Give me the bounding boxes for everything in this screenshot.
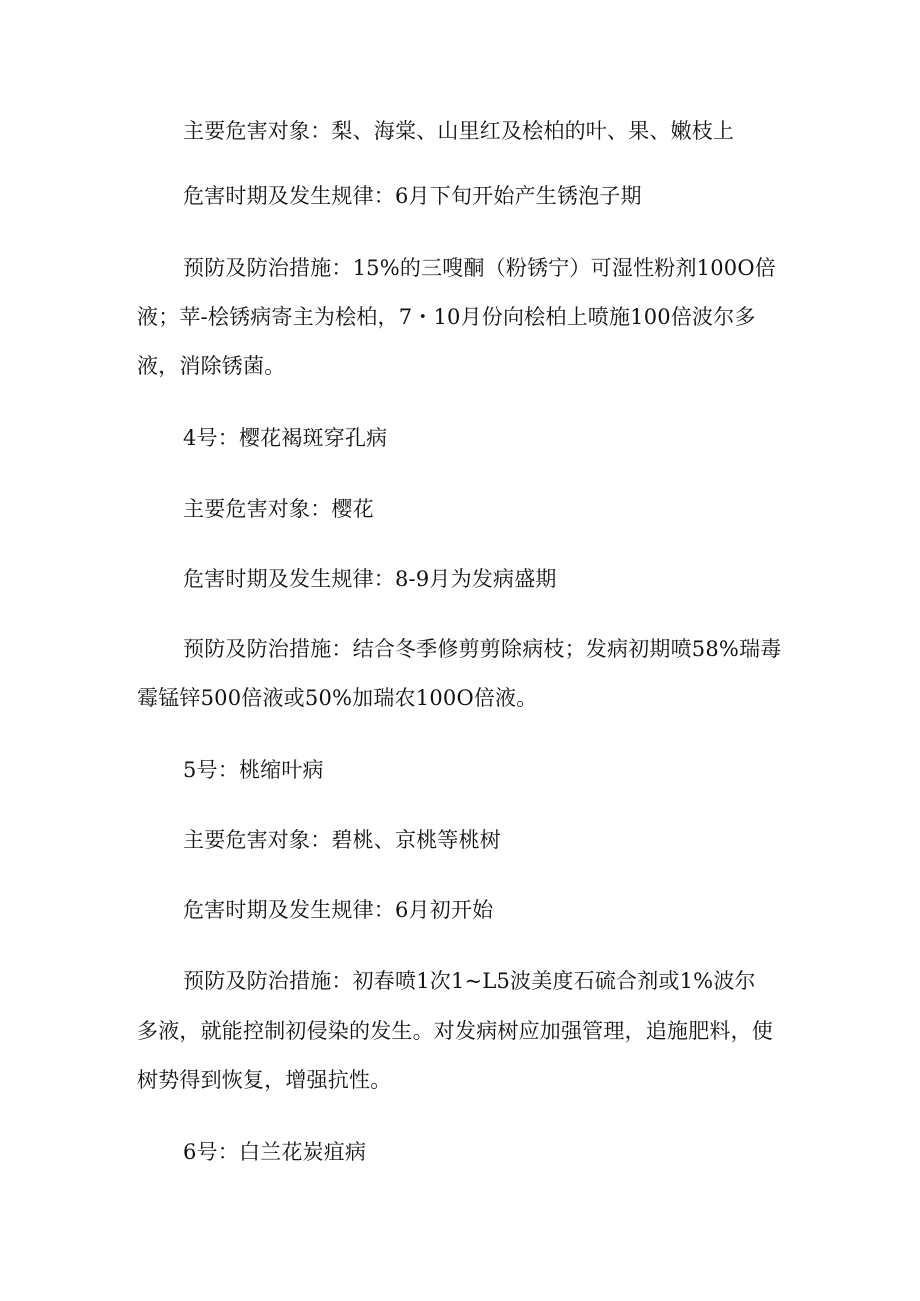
- text-line-control-measures: 预防及防治措施：15%的三嗖酮（粉锈宁）可湿性粉剂100O倍: [183, 256, 776, 280]
- section-heading-6: 6号：白兰花炭疽病: [183, 1140, 367, 1164]
- text-line-damage-period: 危害时期及发生规律：6月下旬开始产生锈泡子期: [183, 184, 642, 208]
- text-line-control-measures-cont: 霉锰锌500倍液或50%加瑞农100O倍液。: [137, 686, 538, 710]
- text-line-damage-period: 危害时期及发生规律：6月初开始: [183, 898, 494, 922]
- text-line-control-measures-cont: 多液，就能控制初侵染的发生。对发病树应加强管理，追施肥料，使: [137, 1019, 773, 1043]
- section-heading-4: 4号：樱花褐斑穿孔病: [183, 426, 388, 450]
- text-line-control-measures-end: 液，消除锈菌。: [137, 354, 286, 378]
- text-line-damage-period: 危害时期及发生规律：8-9月为发病盛期: [183, 567, 557, 591]
- text-line-host-objects: 主要危害对象：樱花: [183, 497, 374, 521]
- text-line-control-measures: 预防及防治措施：结合冬季修剪剪除病枝；发病初期喷58%瑞毒: [183, 637, 782, 661]
- text-line-host-objects: 主要危害对象：梨、海棠、山里红及桧柏的叶、果、嫩枝上: [183, 119, 735, 143]
- text-line-control-measures-end: 树势得到恢复，增强抗性。: [137, 1068, 392, 1092]
- section-heading-5: 5号：桃缩叶病: [183, 758, 324, 782]
- text-line-control-measures: 预防及防治措施：初春喷1次1~L5波美度石硫合剂或1%波尔: [183, 969, 756, 993]
- text-line-control-measures-cont: 液；苹-桧锈病寄主为桧柏，7・10月份向桧柏上喷施100倍波尔多: [137, 305, 756, 329]
- text-line-host-objects: 主要危害对象：碧桃、京桃等桃树: [183, 828, 501, 852]
